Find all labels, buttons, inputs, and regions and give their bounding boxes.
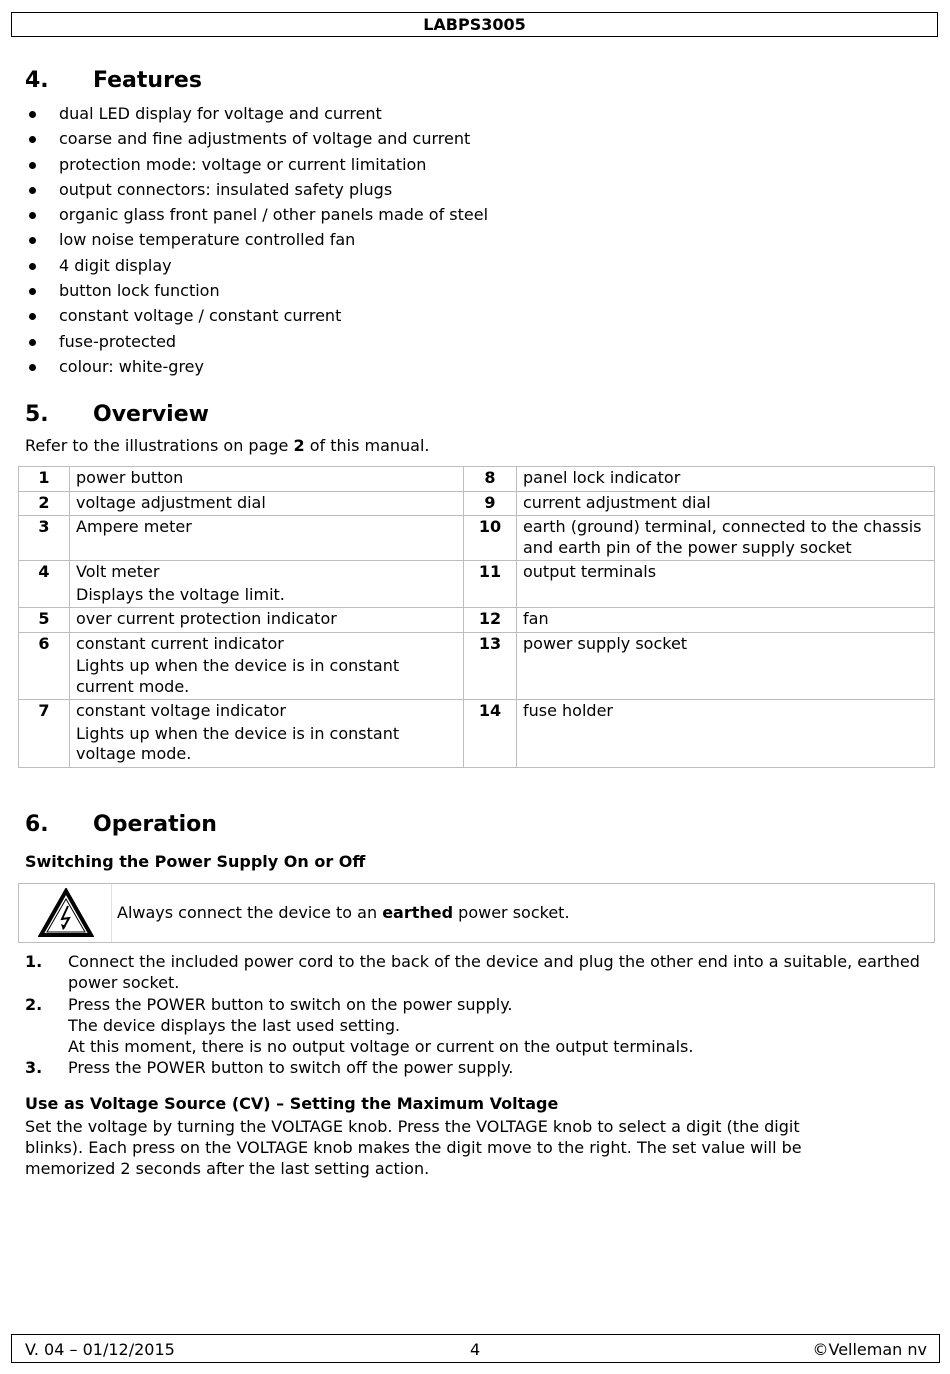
features-number: 4.	[25, 68, 49, 93]
high-voltage-warning-icon	[38, 888, 94, 938]
features-title: Features	[93, 68, 202, 93]
list-item: protection mode: voltage or current limitation	[25, 152, 488, 177]
overview-title: Overview	[93, 402, 209, 427]
overview-heading	[25, 402, 209, 427]
cv-paragraph: Set the voltage by turning the VOLTAGE knob. Press the VOLTAGE knob to select a digit (the digit blinks). Each press on the VOLTAGE knob makes the digit move to the right. The set value will be memorized 2 seconds after the last setting action.	[25, 1117, 802, 1178]
list-item: dual LED display for voltage and current	[25, 101, 488, 126]
cv-subheading: Use as Voltage Source (CV) – Setting the Maximum Voltage	[25, 1094, 559, 1113]
table-row: 1 power button 8 panel lock indicator	[19, 467, 935, 492]
bullet-icon	[29, 187, 36, 194]
list-item: fuse-protected	[25, 329, 488, 354]
header-title: LABPS3005	[423, 15, 526, 34]
warning-text: Always connect the device to an earthed power socket.	[117, 903, 570, 922]
overview-number: 5.	[25, 402, 49, 427]
page-footer	[11, 1334, 940, 1363]
table-row: 6 constant current indicator Lights up when the device is in constant current mode. 13 power supply socket	[19, 632, 935, 700]
bullet-icon	[29, 364, 36, 371]
bullet-icon	[29, 237, 36, 244]
features-heading	[25, 68, 202, 93]
operation-heading	[25, 812, 217, 837]
list-item: 4 digit display	[25, 253, 488, 278]
footer-copyright: ©Velleman nv	[812, 1340, 927, 1359]
overview-table	[18, 466, 935, 768]
table-row: 2 voltage adjustment dial 9 current adjustment dial	[19, 491, 935, 516]
warning-box	[18, 883, 935, 943]
list-item: colour: white-grey	[25, 354, 488, 379]
list-item: constant voltage / constant current	[25, 303, 488, 328]
overview-intro: Refer to the illustrations on page 2 of this manual.	[25, 436, 430, 455]
list-item: button lock function	[25, 278, 488, 303]
list-item: output connectors: insulated safety plugs	[25, 177, 488, 202]
list-item: low noise temperature controlled fan	[25, 227, 488, 252]
table-row: 4 Volt meter Displays the voltage limit. 11 output terminals	[19, 561, 935, 608]
list-item: 2. Press the POWER button to switch on the power supply. The device displays the last used setting. At this moment, there is no output voltage or current on the output terminals.	[25, 994, 694, 1057]
features-list	[25, 101, 488, 379]
table-row: 5 over current protection indicator 12 fan	[19, 608, 935, 633]
bullet-icon	[29, 136, 36, 143]
bullet-icon	[29, 111, 36, 118]
warning-divider	[111, 884, 112, 942]
list-item: 3. Press the POWER button to switch off the power supply.	[25, 1058, 514, 1078]
bullet-icon	[29, 313, 36, 320]
footer-page-number: 4	[470, 1340, 481, 1359]
bullet-icon	[29, 288, 36, 295]
footer-version: V. 04 – 01/12/2015	[25, 1340, 175, 1359]
bullet-icon	[29, 263, 36, 270]
operation-number: 6.	[25, 812, 49, 837]
list-item: 1. Connect the included power cord to the back of the device and plug the other end into a suitable, earthed power socket.	[25, 952, 920, 993]
switching-subheading: Switching the Power Supply On or Off	[25, 852, 366, 871]
list-item: organic glass front panel / other panels made of steel	[25, 202, 488, 227]
list-item: coarse and fine adjustments of voltage and current	[25, 126, 488, 151]
bullet-icon	[29, 339, 36, 346]
bullet-icon	[29, 162, 36, 169]
table-row: 3 Ampere meter 10 earth (ground) terminal, connected to the chassis and earth pin of the power supply socket	[19, 516, 935, 561]
page-header	[11, 12, 938, 37]
table-row: 7 constant voltage indicator Lights up when the device is in constant voltage mode. 14 fuse holder	[19, 700, 935, 768]
steps-list	[25, 951, 925, 1079]
bullet-icon	[29, 212, 36, 219]
operation-title: Operation	[93, 812, 217, 837]
